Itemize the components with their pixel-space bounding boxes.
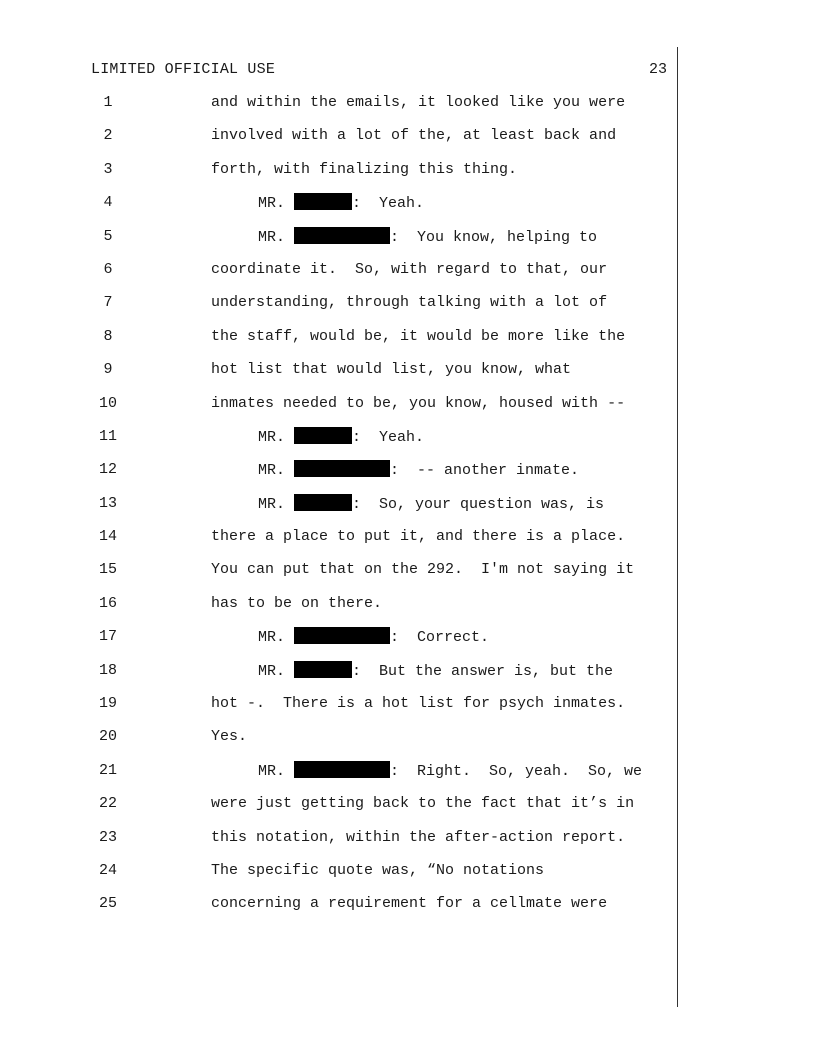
line-number: 25 <box>98 895 117 913</box>
line-text: hot list that would list, you know, what <box>211 361 572 379</box>
line-text: has to be on there. <box>211 594 383 612</box>
speaker-prefix: MR. <box>258 495 295 513</box>
line-number: 5 <box>103 227 113 245</box>
transcript-line <box>0 560 816 593</box>
speaker-prefix: MR. <box>258 629 295 647</box>
line-number: 18 <box>98 661 117 679</box>
speaker-prefix: MR. <box>258 462 295 480</box>
redaction-box <box>294 494 352 511</box>
transcript-line <box>0 894 816 927</box>
transcript-line <box>0 260 816 293</box>
transcript-line <box>0 828 816 861</box>
transcript-body <box>0 93 816 928</box>
redaction-box <box>294 627 390 644</box>
transcript-line <box>0 527 816 560</box>
classification-header: LIMITED OFFICIAL USE <box>91 61 276 78</box>
line-number: 9 <box>103 361 113 379</box>
line-number: 10 <box>98 394 117 412</box>
speaker-line-text <box>258 494 604 515</box>
line-number: 24 <box>98 861 117 879</box>
speaker-line-text <box>258 227 597 248</box>
transcript-line <box>0 160 816 193</box>
transcript-line <box>0 494 816 527</box>
redaction-box <box>294 193 352 210</box>
transcript-line <box>0 193 816 226</box>
speaker-line-text <box>258 627 489 648</box>
line-text: concerning a requirement for a cellmate were <box>211 895 608 913</box>
transcript-line <box>0 293 816 326</box>
line-text: coordinate it. So, with regard to that, our <box>211 260 608 278</box>
line-text: You can put that on the 292. I'm not saying it <box>211 561 635 579</box>
speaker-text: : You know, helping to <box>390 228 598 246</box>
speaker-prefix: MR. <box>258 662 295 680</box>
speaker-text: : Right. So, yeah. So, we <box>390 762 643 780</box>
line-text: involved with a lot of the, at least back and <box>211 127 617 145</box>
speaker-line-text <box>258 761 642 782</box>
line-text: The specific quote was, “No notations <box>211 861 545 879</box>
line-number: 14 <box>98 528 117 546</box>
speaker-prefix: MR. <box>258 228 295 246</box>
line-number: 11 <box>98 427 117 445</box>
speaker-prefix: MR. <box>258 762 295 780</box>
line-number: 16 <box>98 594 117 612</box>
transcript-line <box>0 661 816 694</box>
line-text: there a place to put it, and there is a place. <box>211 528 626 546</box>
line-text: forth, with finalizing this thing. <box>211 160 518 178</box>
transcript-line <box>0 694 816 727</box>
line-number: 20 <box>98 728 117 746</box>
speaker-text: : So, your question was, is <box>352 495 605 513</box>
speaker-text: : But the answer is, but the <box>352 662 614 680</box>
transcript-line <box>0 93 816 126</box>
transcript-line <box>0 427 816 460</box>
speaker-prefix: MR. <box>258 195 295 213</box>
transcript-line <box>0 861 816 894</box>
line-number: 6 <box>103 260 113 278</box>
line-number: 22 <box>98 795 117 813</box>
speaker-line-text <box>258 193 424 214</box>
transcript-line <box>0 727 816 760</box>
speaker-line-text <box>258 460 579 481</box>
page-number: 23 <box>649 61 668 78</box>
speaker-line-text <box>258 427 424 448</box>
redaction-box <box>294 661 352 678</box>
line-number: 17 <box>98 628 117 646</box>
transcript-line <box>0 627 816 660</box>
line-text: hot -. There is a hot list for psych inmates. <box>211 695 626 713</box>
transcript-line <box>0 327 816 360</box>
speaker-text: : Yeah. <box>352 195 425 213</box>
line-text: this notation, within the after-action report. <box>211 828 626 846</box>
speaker-line-text <box>258 661 613 682</box>
redaction-box <box>294 427 352 444</box>
speaker-text: : Yeah. <box>352 428 425 446</box>
transcript-line <box>0 394 816 427</box>
line-number: 7 <box>103 294 113 312</box>
speaker-text: : -- another inmate. <box>390 462 580 480</box>
transcript-line <box>0 360 816 393</box>
line-text: understanding, through talking with a lot of <box>211 294 608 312</box>
transcript-line <box>0 460 816 493</box>
line-number: 21 <box>98 761 117 779</box>
line-number: 12 <box>98 461 117 479</box>
line-text: were just getting back to the fact that it’s in <box>211 795 635 813</box>
line-number: 23 <box>98 828 117 846</box>
line-number: 13 <box>98 494 117 512</box>
transcript-line <box>0 794 816 827</box>
line-number: 2 <box>103 127 113 145</box>
transcript-line <box>0 227 816 260</box>
transcript-line <box>0 594 816 627</box>
transcript-line <box>0 761 816 794</box>
line-number: 1 <box>103 94 113 111</box>
speaker-prefix: MR. <box>258 428 295 446</box>
line-number: 8 <box>103 327 113 345</box>
speaker-text: : Correct. <box>390 629 490 647</box>
line-text: the staff, would be, it would be more like the <box>211 327 626 345</box>
line-text: inmates needed to be, you know, housed with -- <box>211 394 626 412</box>
line-text: Yes. <box>211 728 248 746</box>
redaction-box <box>294 761 390 778</box>
line-number: 15 <box>98 561 117 579</box>
redaction-box <box>294 460 390 477</box>
redaction-box <box>294 227 390 244</box>
line-number: 3 <box>103 160 113 178</box>
transcript-line <box>0 126 816 159</box>
line-text: and within the emails, it looked like you were <box>211 94 626 111</box>
line-number: 4 <box>103 194 113 212</box>
line-number: 19 <box>98 695 117 713</box>
